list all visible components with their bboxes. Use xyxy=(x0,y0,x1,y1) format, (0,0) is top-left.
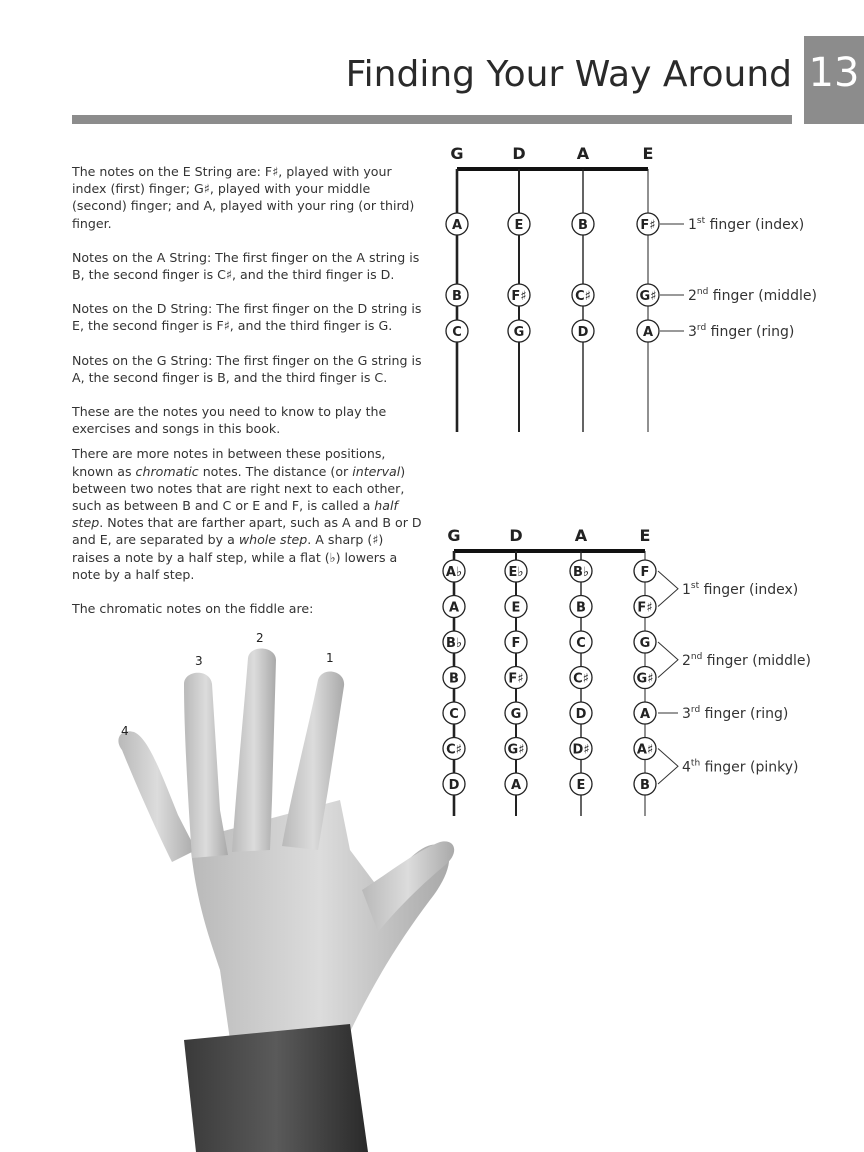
string-label-e: E xyxy=(642,144,654,163)
finger-label: 2nd finger (middle) xyxy=(688,287,817,304)
basic-fingering-diagram xyxy=(430,140,850,440)
note-label: A xyxy=(451,218,463,233)
finger-label: 3rd finger (ring) xyxy=(688,323,795,340)
body-text xyxy=(72,163,424,634)
note-label: C♯ xyxy=(446,742,462,758)
finger-label: 4th finger (pinky) xyxy=(682,758,799,776)
note-label: G♯ xyxy=(636,671,654,687)
finger-label: 1st finger (index) xyxy=(688,216,805,233)
finger-label: 2nd finger (middle) xyxy=(682,651,811,669)
finger-number-1: 1 xyxy=(326,651,334,665)
note-label: D xyxy=(577,325,589,340)
note-label: C xyxy=(449,707,459,722)
note-label: F♯ xyxy=(508,671,524,687)
note-label: F♯ xyxy=(637,600,653,616)
bracket-second-finger xyxy=(658,642,678,678)
note-label: C♯ xyxy=(575,289,591,304)
note-label: B xyxy=(578,218,588,233)
string-label-d: D xyxy=(509,526,523,545)
ring-finger xyxy=(184,673,228,858)
note-label: G xyxy=(639,636,651,651)
note-label: B xyxy=(452,289,462,304)
string-label-a: A xyxy=(576,144,590,163)
note-label: A xyxy=(639,707,651,722)
paragraph-summary: These are the notes you need to know to play the exercises and songs in this book. xyxy=(72,404,387,437)
string-label-d: D xyxy=(512,144,526,163)
string-label-e: E xyxy=(639,526,651,545)
note-label: G xyxy=(510,707,522,722)
note-label: E xyxy=(514,218,524,233)
page-number-tab xyxy=(804,36,864,124)
paragraph-g-string: Notes on the G String: The first finger on the G string is A, the second finger is B, and the third finger is C. xyxy=(72,352,422,385)
note-label: A xyxy=(448,600,460,616)
paragraph-a-string: Notes on the A String: The first finger on the A string is B, the second finger is C♯, and the third finger is D. xyxy=(72,249,420,283)
finger-number-2: 2 xyxy=(256,631,264,645)
note-label: G♯ xyxy=(639,289,657,304)
sleeve-cuff xyxy=(184,1024,368,1152)
note-label: F♯ xyxy=(511,289,527,304)
note-label: B xyxy=(640,778,650,793)
finger-label: 3rd finger (ring) xyxy=(682,705,789,722)
finger-number-3: 3 xyxy=(195,654,203,668)
note-label: A♯ xyxy=(636,742,654,758)
note-label: B♭ xyxy=(445,636,463,651)
string-label-g: G xyxy=(450,144,464,163)
note-label: F xyxy=(511,636,521,651)
middle-finger xyxy=(232,648,276,852)
string-label-g: G xyxy=(447,526,461,545)
note-label: B xyxy=(576,600,586,616)
note-label: F xyxy=(640,565,650,580)
note-label: C xyxy=(452,325,462,340)
note-label: C♯ xyxy=(573,671,589,687)
paragraph-chromatic: There are more notes in between these positions, known as chromatic notes. The distance (or interval) between two notes that are right next to each other, such as between B and C or E and F, is called a half step. Notes that are farther apart, such as A and B or D and E, are separated by a whole step. A sharp (♯) raises a note by a half step, while a flat (♭) lowers a note by a half step. xyxy=(72,446,422,582)
pinky-finger xyxy=(118,731,196,862)
paragraph-d-string: Notes on the D String: The first finger on the D string is E, the second finger is F♯, and the third finger is G. xyxy=(72,301,422,334)
page-title: Finding Your Way Around xyxy=(345,54,792,95)
note-label: G xyxy=(513,325,525,340)
note-label: B xyxy=(449,671,459,687)
note-label: D xyxy=(448,778,460,793)
finger-label: 1st finger (index) xyxy=(682,580,799,598)
finger-number-4: 4 xyxy=(121,724,129,738)
note-label: G♯ xyxy=(507,742,525,758)
paragraph-e-string: The notes on the E String are: F♯, played with your index (first) finger; G♯, played with your middle (second) finger; and A, played with your ring (or third) finger. xyxy=(72,164,415,231)
note-label: E xyxy=(511,600,521,616)
note-label: B♭ xyxy=(572,565,590,580)
note-label: E xyxy=(576,778,586,793)
note-label: C xyxy=(576,636,586,651)
bracket-first-finger xyxy=(658,571,678,607)
note-label: A xyxy=(642,325,654,340)
note-label: A xyxy=(510,778,522,793)
title-rule xyxy=(72,115,792,124)
chromatic-fingering-diagram xyxy=(430,524,850,824)
note-label: E♭ xyxy=(508,565,524,580)
note-label: D♯ xyxy=(572,742,590,758)
bracket-fourth-finger xyxy=(658,749,678,785)
note-label: A♭ xyxy=(445,565,463,580)
hand-photo xyxy=(100,640,480,1152)
string-label-a: A xyxy=(574,526,588,545)
note-label: F♯ xyxy=(640,218,656,233)
paragraph-chromatic-intro: The chromatic notes on the fiddle are: xyxy=(72,601,314,617)
page-number: 13 xyxy=(808,50,860,96)
note-label: D xyxy=(575,707,587,722)
